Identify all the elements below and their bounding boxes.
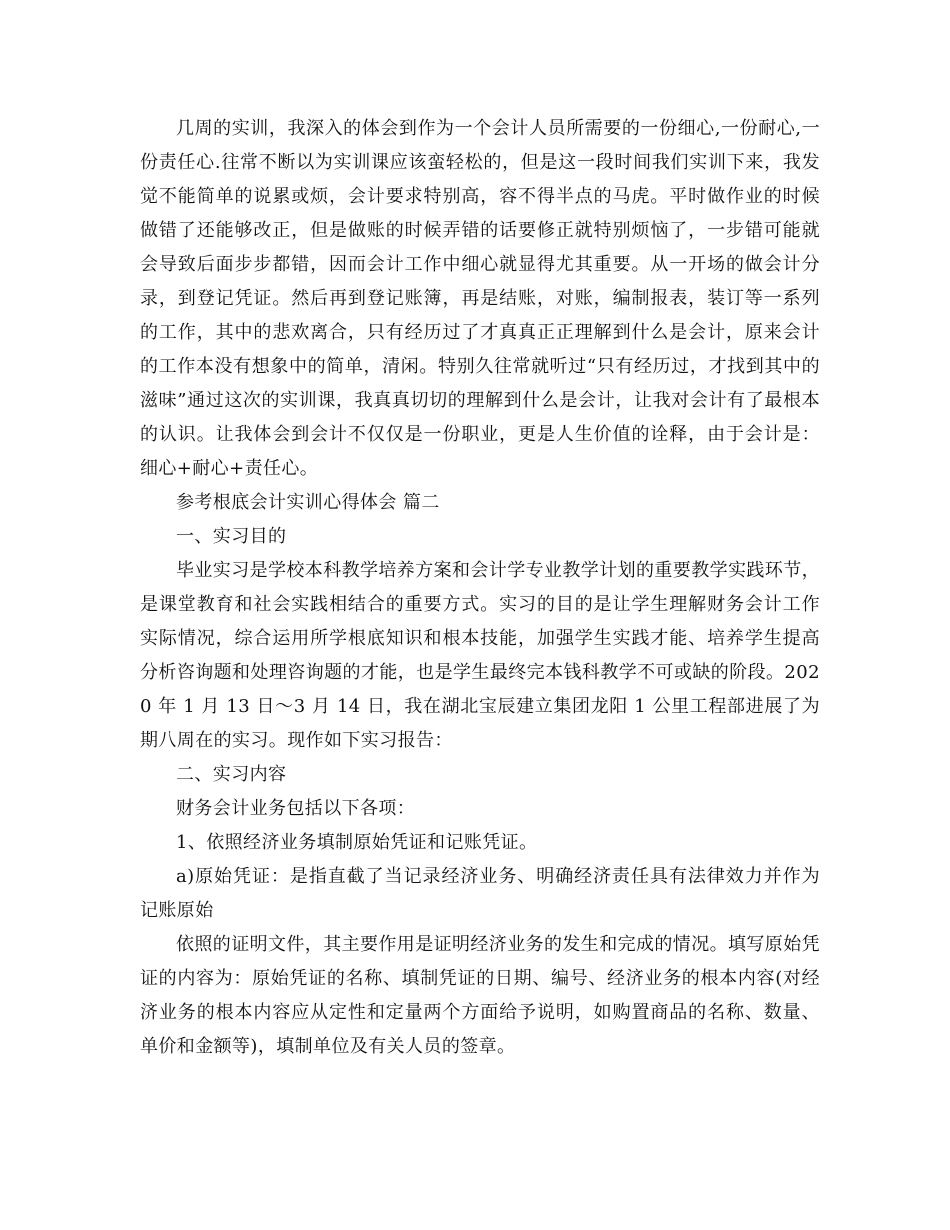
paragraph-business-items: 财务会计业务包括以下各项： [176,798,416,819]
paragraph-internship-purpose: 毕业实习是学校本科教学培养方案和会计学专业教学计划的重要教学实践环节，是课堂教育和社会实践相结合的重要方式。实习的目的是让学生理解财务会计工作实际情况，综合运用所学根底知识和根本技能，加强学生实践才能、培养学生提高分析咨询题和处理咨询题的才能，也是学生最终完本钱科教学不可或缺的阶段。2020 年 1 月 13 日～3 月 14 日，我在湖北宝辰建立集团龙阳 1 公里工程部进展了为期八周在的实习。现作如下实习报告： [140,560,820,751]
heading-internship-purpose: 一、实习目的 [176,526,287,547]
document-body [140,112,820,1064]
paragraph-training-reflection: 几周的实训，我深入的体会到作为一个会计人员所需要的一份细心,一份耐心,一份责任心.往常不断以为实训课应该蛮轻松的，但是这一段时间我们实训下来，我发觉不能简单的说累或烦，会计要求特别高，容不得半点的马虎。平时做作业的时候做错了还能够改正，但是做账的时候弄错的话要修正就特别烦恼了，一步错可能就会导致后面步步都错，因而会计工作中细心就显得尤其重要。从一开场的做会计分录，到登记凭证。然后再到登记账簿，再是结账，对账，编制报表，装订等一系列的工作，其中的悲欢离合，只有经历过了才真真正正理解到什么是会计，原来会计的工作本没有想象中的简单，清闲。特别久往常就听过“只有经历过，才找到其中的滋味”通过这次的实训课，我真真切切的理解到什么是会计，让我对会计有了最根本的认识。让我体会到会计不仅仅是一份职业，更是人生价值的诠释，由于会计是：细心+耐心+责任心。 [140,118,820,479]
section-title-part-two: 参考根底会计实训心得体会 篇二 [176,492,440,513]
paragraph-voucher-basis: 依照的证明文件，其主要作用是证明经济业务的发生和完成的情况。填写原始凭证的内容为：原始凭证的名称、填制凭证的日期、编号、经济业务的根本内容(对经济业务的根本内容应从定性和定量两个方面给予说明，如购置商品的名称、数量、单价和金额等)，填制单位及有关人员的签章。 [140,934,820,1057]
list-item-fill-vouchers: 1、依照经济业务填制原始凭证和记账凭证。 [176,832,538,853]
heading-internship-content: 二、实习内容 [176,764,287,785]
paragraph-original-voucher: a)原始凭证：是指直截了当记录经济业务、明确经济责任具有法律效力并作为记账原始 [140,866,820,921]
